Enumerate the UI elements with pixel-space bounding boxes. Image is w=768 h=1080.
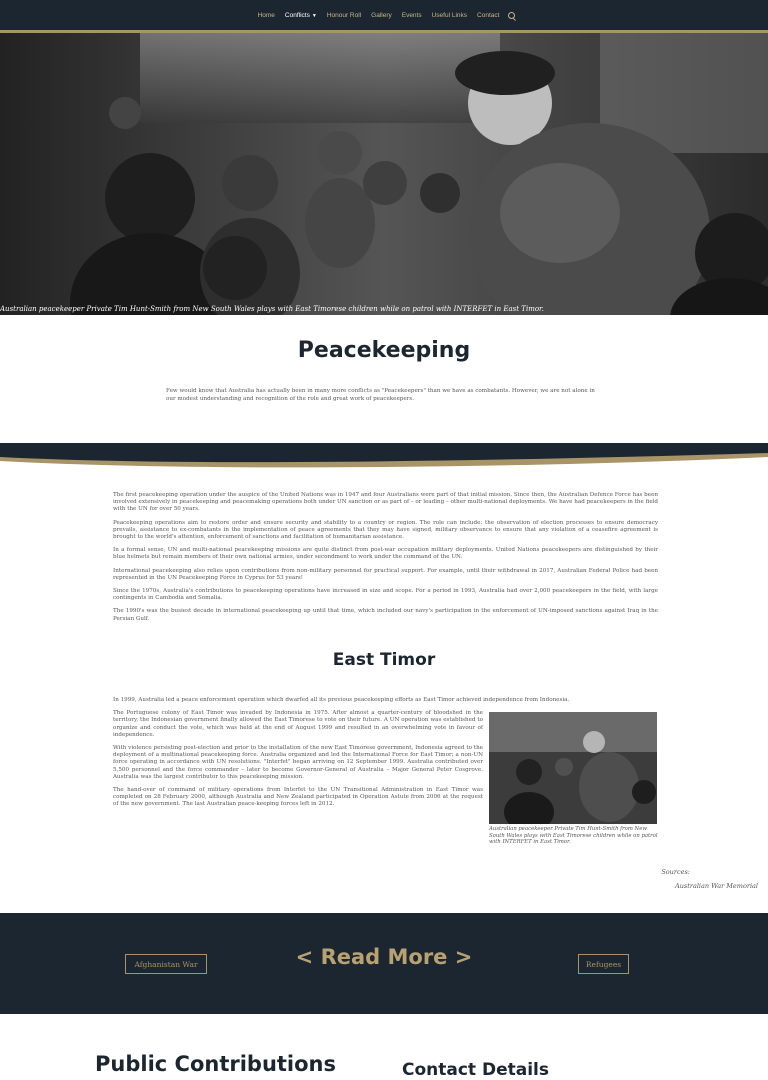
- read-more-link[interactable]: < Read More >: [295, 945, 473, 969]
- east-timor-photo-image: [489, 712, 657, 824]
- body-paragraph: The Portuguese colony of East Timor was invaded by Indonesia in 1975. After almost a quarter-century of bloodshed in the territory, the Indonesian government finally allowed the East Timorese to vote on their future. A UN operation was established to organize and conduct the vote, which was held at the end of August 1999 and resulted in an overwhelming vote in favour of independence.: [113, 710, 483, 738]
- intro-text: Few would know that Australia has actually been in many more conflicts as "Peacekeepers" than we have as combatants. However, we are not alone in our modest understanding and recognition of the role and great work of peacekeepers.: [166, 388, 595, 402]
- photo-caption: Australian peacekeeper Private Tim Hunt-Smith from New South Wales plays with East Timorese children while on patrol with INTERFET in East Timor.: [489, 826, 658, 846]
- nav-item-home[interactable]: Home: [257, 11, 275, 19]
- hero-photo: [0, 33, 768, 315]
- sources-label: Sources:: [661, 868, 690, 876]
- body-paragraph: In a formal sense, UN and multi-national peacekeeping missions are quite distinct from post-war occupation military deployments. United Nations peacekeepers are distinguished by their blue helmets but remain members of their own national armies, under secondment to work under the command of the UN.: [113, 547, 658, 561]
- search-icon[interactable]: [508, 12, 515, 19]
- next-post-button[interactable]: Refugees: [578, 954, 629, 974]
- body-paragraph: The first peacekeeping operation under the auspice of the United Nations was in 1947 and four Australians were part of that initial mission. Since then, the Australian Defence Force has been involved extensively in peacekeeping and peacemaking operations both under UN sanction or as part of – or leading – other multi-national deployments. We have had peacekeepers in the field with the UN for over 50 years.: [113, 492, 658, 513]
- body-paragraph: Since the 1970s, Australia's contributions to peacekeeping operations have increased in size and scope. For a period in 1993, Australia had over 2,000 peacekeepers in the field, with large contingents in Cambodia and Somalia.: [113, 588, 658, 602]
- wave-divider: [0, 443, 768, 471]
- public-contributions-title: Public Contributions: [95, 1052, 337, 1076]
- body-paragraph: International peacekeeping also relies upon contributions from non-military personnel for practical support. For example, until their withdrawal in 2017, Australian Federal Police had been represented in the UN Peacekeeping Force in Cyprus for 53 years!: [113, 567, 658, 581]
- body-paragraph: Peacekeeping operations aim to restore order and ensure security and stability to a country or region. The role can include: the observation of election processes to ensure democracy prevails, assistance to ex-combatants in the implementation of peace agreements that they may have signed, military observance to ensure that any violation of a ceasefire agreement is brought to the world's attention, enforcement of sanctions and facilitation of humanitarian assistance.: [113, 519, 658, 541]
- nav-item-contact[interactable]: Contact: [477, 11, 500, 19]
- hero-image: [0, 30, 768, 315]
- page-title: Peacekeeping: [297, 338, 471, 363]
- nav-item-useful-links[interactable]: Useful Links: [431, 11, 468, 19]
- nav-item-conflicts-label: Conflicts: [284, 11, 310, 19]
- contact-details-title: Contact Details: [402, 1060, 549, 1080]
- section-title-east-timor: East Timor: [332, 650, 436, 670]
- nav-item-events[interactable]: Events: [401, 11, 422, 19]
- top-nav: [0, 0, 768, 30]
- body-paragraph: The 1990's was the busiest decade in international peacekeeping up until that time, which included our navy's participation in the enforcement of UN-imposed sanctions against Iraq in the Persian Gulf.: [113, 608, 658, 622]
- body-paragraph: With violence persisting post-election and prior to the installation of the new East Timorese government, Indonesia agreed to the deployment of a multinational peacekeeping force. Australia organized and led the International Force for East Timor; a non-UN force operating in accordance with UN resolutions. "Interfet" began arriving on 12 September 1999. Australia contributed over 5,500 personnel and the force commander – later to become Governor-General of Australia – Major General Peter Cosgrove. Australia was the largest contributor to this peacekeeping mission.: [113, 745, 483, 780]
- east-timor-body: [113, 697, 570, 815]
- east-timor-photo: [489, 712, 657, 824]
- prev-post-button[interactable]: Afghanistan War: [125, 954, 207, 974]
- chevron-down-icon: ▼: [311, 12, 317, 19]
- nav-item-conflicts[interactable]: [280, 12, 322, 19]
- sources-item: Australian War Memorial: [675, 882, 758, 890]
- nav-item-honour-roll[interactable]: Honour Roll: [326, 11, 362, 19]
- body-paragraph: In 1999, Australia led a peace enforcement operation which dwarfed all its previous peacekeeping efforts as East Timor achieved independence from Indonesia.: [113, 697, 570, 703]
- nav-item-gallery[interactable]: Gallery: [371, 11, 392, 19]
- body-paragraph: The hand-over of command of military operations from Interfet to the UN Transitional Administration in East Timor was completed on 28 February 2000, although Australia and New Zealand participated in Operation Astute from 2006 at the request of the new government. The last Australian peace-keeping forces left in 2012.: [113, 787, 483, 808]
- peacekeeping-body: [113, 492, 658, 629]
- hero-caption: Australian peacekeeper Private Tim Hunt-Smith from New South Wales plays with East Timorese children while on patrol with INTERFET in East Timor.: [0, 305, 544, 313]
